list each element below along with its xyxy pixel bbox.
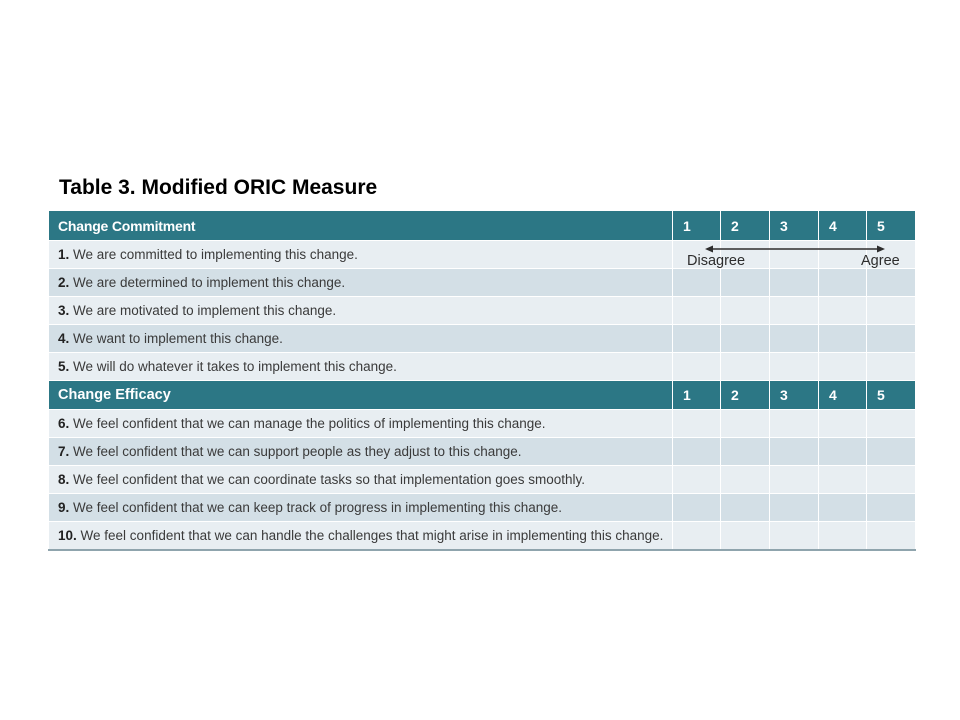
item-text bbox=[49, 494, 673, 522]
table-row bbox=[49, 325, 916, 353]
rating-cell[interactable] bbox=[867, 297, 916, 325]
item-text bbox=[49, 466, 673, 494]
item-statement: We feel confident that we can handle the challenges that might arise in implementing this change. bbox=[76, 527, 664, 543]
rating-cell[interactable] bbox=[819, 353, 867, 381]
item-statement: We feel confident that we can manage the politics of implementing this change. bbox=[69, 416, 546, 431]
rating-cell[interactable] bbox=[770, 522, 819, 550]
rating-cell[interactable] bbox=[819, 438, 867, 466]
item-text bbox=[49, 438, 673, 466]
rating-cell[interactable] bbox=[867, 269, 916, 297]
rating-cell[interactable] bbox=[673, 325, 721, 353]
rating-cell[interactable] bbox=[673, 269, 721, 297]
scale-low-label: Disagree bbox=[687, 253, 746, 269]
rating-cell[interactable] bbox=[721, 353, 770, 381]
table-row bbox=[49, 297, 916, 325]
rating-cell[interactable] bbox=[770, 353, 819, 381]
rating-cell[interactable] bbox=[819, 269, 867, 297]
rating-column-2: 2 bbox=[721, 211, 770, 241]
rating-cell[interactable] bbox=[867, 438, 916, 466]
rating-cell[interactable] bbox=[770, 438, 819, 466]
item-statement: We are committed to implementing this change. bbox=[69, 247, 358, 262]
rating-column-1: 1 bbox=[673, 211, 721, 241]
item-number: 1. bbox=[58, 247, 70, 262]
rating-cell[interactable] bbox=[819, 410, 867, 438]
rating-column-1: 1 bbox=[673, 381, 721, 410]
rating-cell[interactable] bbox=[770, 325, 819, 353]
item-text bbox=[49, 269, 673, 297]
rating-cell[interactable] bbox=[673, 353, 721, 381]
table-row bbox=[49, 522, 916, 550]
rating-cell[interactable] bbox=[673, 466, 721, 494]
item-number: 2. bbox=[58, 275, 70, 290]
rating-cell[interactable] bbox=[673, 410, 721, 438]
rating-cell[interactable] bbox=[819, 325, 867, 353]
rating-column-3: 3 bbox=[770, 211, 819, 241]
item-text bbox=[49, 353, 673, 381]
section-header-change-efficacy bbox=[49, 381, 916, 410]
rating-cell[interactable] bbox=[867, 494, 916, 522]
oric-measure-table bbox=[48, 210, 916, 551]
item-text bbox=[49, 410, 673, 438]
rating-cell[interactable] bbox=[721, 269, 770, 297]
rating-cell[interactable] bbox=[673, 297, 721, 325]
rating-column-2: 2 bbox=[721, 381, 770, 410]
item-number: 8. bbox=[58, 472, 70, 487]
rating-cell[interactable] bbox=[721, 438, 770, 466]
rating-column-3: 3 bbox=[770, 381, 819, 410]
rating-column-5: 5 bbox=[867, 381, 916, 410]
item-statement: We are determined to implement this change. bbox=[69, 275, 346, 290]
table-row bbox=[49, 269, 916, 297]
rating-cell[interactable] bbox=[673, 494, 721, 522]
table-row bbox=[49, 353, 916, 381]
rating-cell[interactable] bbox=[770, 466, 819, 494]
rating-cell[interactable] bbox=[819, 297, 867, 325]
item-statement: We will do whatever it takes to implement this change. bbox=[69, 359, 397, 374]
rating-cell[interactable] bbox=[867, 410, 916, 438]
item-number: 3. bbox=[58, 303, 70, 318]
table-row bbox=[49, 466, 916, 494]
item-statement: We feel confident that we can keep track of progress in implementing this change. bbox=[69, 500, 563, 515]
rating-cell[interactable] bbox=[721, 297, 770, 325]
item-statement: We are motivated to implement this change. bbox=[69, 303, 337, 318]
rating-column-4: 4 bbox=[819, 381, 867, 410]
rating-cell[interactable] bbox=[819, 522, 867, 550]
rating-cell[interactable] bbox=[770, 297, 819, 325]
item-text bbox=[49, 297, 673, 325]
agreement-scale bbox=[673, 241, 917, 269]
rating-cell[interactable] bbox=[867, 353, 916, 381]
rating-column-4: 4 bbox=[819, 211, 867, 241]
item-statement: We feel confident that we can support people as they adjust to this change. bbox=[69, 444, 522, 459]
rating-cell[interactable] bbox=[721, 522, 770, 550]
item-number: 6. bbox=[58, 416, 70, 431]
rating-cell[interactable] bbox=[673, 522, 721, 550]
rating-column-5: 5 bbox=[867, 211, 916, 241]
table-row bbox=[49, 438, 916, 466]
rating-cell[interactable] bbox=[673, 438, 721, 466]
item-number: 9. bbox=[58, 500, 70, 515]
item-number: 10. bbox=[58, 527, 77, 543]
rating-cell[interactable] bbox=[867, 325, 916, 353]
item-text bbox=[49, 325, 673, 353]
rating-cell[interactable] bbox=[721, 325, 770, 353]
rating-cell[interactable] bbox=[770, 494, 819, 522]
scale-high-label: Agree bbox=[861, 253, 900, 269]
item-number: 4. bbox=[58, 331, 70, 346]
rating-cell[interactable] bbox=[721, 410, 770, 438]
rating-cell[interactable] bbox=[819, 494, 867, 522]
table-row bbox=[49, 241, 916, 269]
table-row bbox=[49, 410, 916, 438]
rating-cell[interactable] bbox=[819, 466, 867, 494]
rating-cell[interactable] bbox=[673, 241, 900, 269]
rating-cell[interactable] bbox=[867, 522, 916, 550]
rating-cell[interactable] bbox=[770, 269, 819, 297]
item-statement: We feel confident that we can coordinate tasks so that implementation goes smoothly. bbox=[69, 472, 586, 487]
rating-cell[interactable] bbox=[770, 410, 819, 438]
section-header-change-commitment bbox=[49, 211, 916, 241]
item-statement: We want to implement this change. bbox=[69, 331, 283, 346]
item-text bbox=[49, 522, 673, 550]
item-number: 7. bbox=[58, 444, 70, 459]
page-title: Table 3. Modified ORIC Measure bbox=[59, 176, 378, 199]
section-heading: Change Efficacy bbox=[49, 381, 673, 410]
item-text bbox=[49, 241, 673, 269]
rating-cell[interactable] bbox=[867, 466, 916, 494]
item-number: 5. bbox=[58, 359, 70, 374]
rating-cell[interactable] bbox=[721, 494, 770, 522]
table-row bbox=[49, 494, 916, 522]
section-heading: Change Commitment bbox=[49, 211, 673, 241]
rating-cell[interactable] bbox=[721, 466, 770, 494]
